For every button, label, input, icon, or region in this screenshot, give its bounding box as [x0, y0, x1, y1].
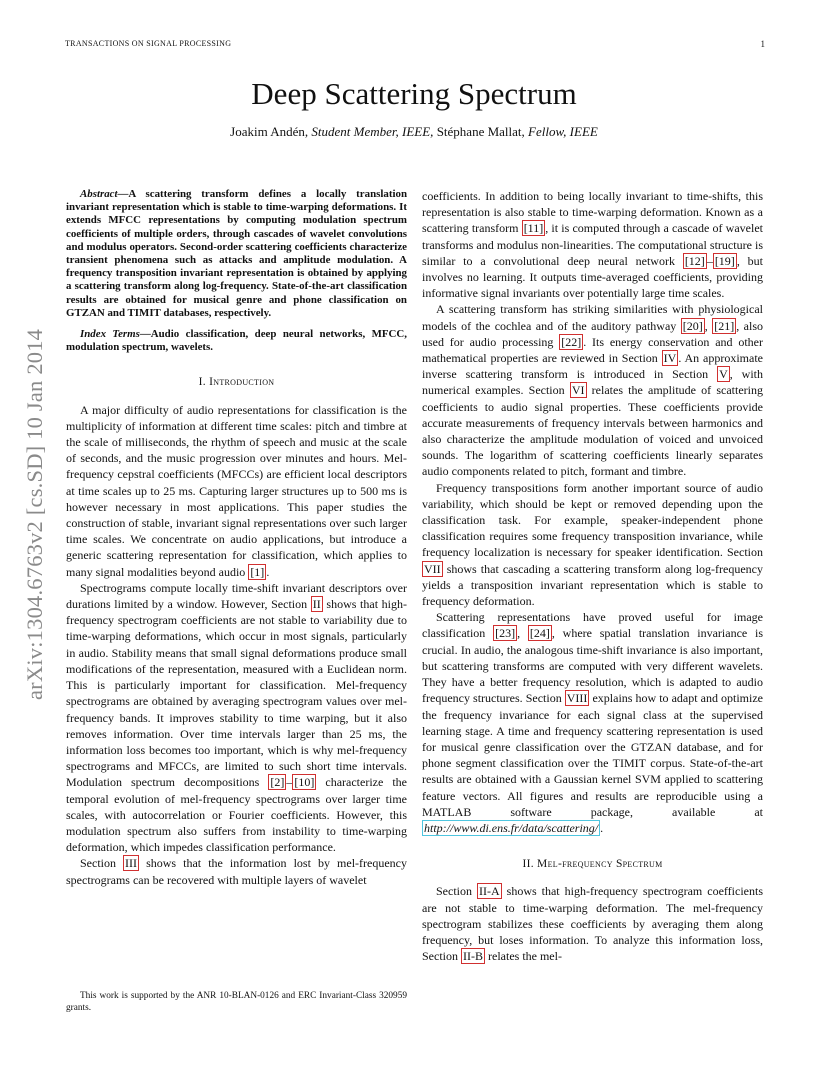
citation-link[interactable]: [12]: [684, 253, 705, 268]
section-number: II.: [522, 858, 538, 871]
index-terms: [66, 328, 407, 354]
footnote-text: This work is supported by the ANR 10-BLAN-0126 and ERC Invariant-Class 320959 grants.: [66, 991, 407, 1013]
paragraph-text: . An approximate inverse scattering transform is introduced in Section: [422, 351, 763, 382]
author-2-name: Stéphane Mallat,: [433, 124, 529, 139]
paragraph-text: , where spatial translation invariance is crucial. In audio, the analogous time-shift invariance is also important, but scattering transforms are computed with very different wavelets. They have a better frequency resolution, which is adapted to audio frequency structures. Section: [422, 626, 764, 706]
section-title: Introduction: [209, 376, 275, 389]
paragraph-text: , it is computed through a cascade of wavelet transforms and modulus non-linearities. The computational structure is similar to a convolutional deep neural network: [422, 221, 763, 268]
paragraph-text: shows that the information lost by mel-frequency spectrograms can be recovered with multiple layers of wavelet: [66, 856, 407, 887]
section-link[interactable]: IV: [663, 351, 677, 366]
section-heading-mel-frequency-spectrum: [422, 856, 763, 872]
intro-paragraph-3: [66, 855, 407, 887]
citation-link[interactable]: [21]: [714, 318, 735, 333]
paragraph-text: relates the mel-: [485, 949, 562, 964]
paragraph-text: , also used for audio processing: [422, 318, 763, 349]
paragraph-text: shows that high-frequency spectrogram coefficients are not stable to variability due to time-warping deformations, which occur in most signals, particularly in audio. Stability means that small signal deformations produce small modifications of the representation, measured with a Euclidean norm. This is particularly important for classification. Mel-frequency spectrograms are obtained by averaging spectrogram values over mel-frequency bands. It improves stability to time warping, but it also removes information. Over time intervals larger than 25 ms, the information loss becomes too important, which is why mel-frequency spectrograms and MFCCs, are limited to such short time intervals. Modulation spectrum decompositions: [66, 597, 407, 790]
paragraph-text: shows that high-frequency spectrogram coefficients are not stable to time-warping deformation. The mel-frequency spectrogram stabilizes these coefficients by averaging them along frequency, but loses information. To analyze this information loss, Section: [422, 884, 763, 964]
paragraph-text: Frequency transpositions form another important source of audio variability, which should be kept or removed depending upon the classification task. For example, speaker-independent phone classification requires some frequency transposition invariance, while frequency localization is necessary for speaker identification. Section: [422, 480, 763, 560]
section-number: I.: [198, 376, 210, 389]
abstract-label: Abstract: [80, 188, 118, 200]
paragraph-text: A major difficulty of audio representations for classification is the multiplicity of information at different time scales: pitch and timbre at the scale of milliseconds, the rhythm of speech and music at the scale of seconds, and the music progression over minutes and hours. Mel-frequency cepstral coefficients (MFCCs) are efficient local descriptors at time scales up to 25 ms. Capturing larger structures up to 500 ms is however necessary in most applications. This paper studies the construction of stable, invariant signal representations over such larger time scales. We concentrate on audio applications, but introduce a generic scattering representation for classification, which applies to many signal modalities beyond audio: [66, 402, 407, 579]
citation-link[interactable]: [24]: [529, 626, 550, 641]
paragraph-text: , with numerical examples. Section: [422, 367, 763, 398]
section-heading-introduction: [66, 374, 407, 390]
section-title: Mel-frequency Spectrum: [537, 858, 663, 871]
intro-paragraph-3-continued: coefficients. In addition to being locally invariant to time-shifts, this representation is also stable to time-warping deformation. Known as a scattering transform [11] , it is computed through a cascade of wavelet transforms and modulus non-linearities. The computational structure is similar to a convolutional deep neural network [12] – [19] , but involves no learning. It outputs time-averaged coefficients, providing informative signal invariants over potentially large time scales.: [422, 189, 763, 301]
section-link[interactable]: VIII: [566, 691, 588, 706]
software-url-link[interactable]: http://www.di.ens.fr/data/scattering/: [424, 820, 599, 835]
intro-paragraph-4: A scattering transform has striking similarities with physiological models of the cochlea and of the auditory pathway [20] , [21] , also used for audio processing [22] . Its energy conservation and other mathematical properties are reviewed in Section IV . An approximate inverse scattering transform is introduced in Section V , with numerical examples. Section VI relates the amplitude of scattering coefficients to audio signal properties. These coefficients provide accurate measurements of frequency intervals between harmonics and also characterize the amplitude modulation of voiced and unvoiced sounds. The logarithm of scattering coefficients linearly separates audio components related to pitch, formant and timbre.: [422, 302, 763, 479]
author-1-name: Joakim Andén,: [230, 124, 312, 139]
paragraph-text: Section: [80, 856, 124, 871]
section-link[interactable]: VII: [424, 561, 441, 576]
intro-paragraph-2: Spectrograms compute locally time-shift invariant descriptors over durations limited by a window. However, Section II shows that high-frequency spectrogram coefficients are not stable to variability due to time-warping deformations, which occur in most signals, particularly in audio. Stability means that small signal deformations produce small modifications of the representation, measured with a Euclidean norm. This is particularly important for classification. Mel-frequency spectrograms are obtained by averaging spectrogram values over mel-frequency bands. It improves stability to time warping, but it also removes information. Over time intervals larger than 25 ms, the information loss becomes too important, which is why mel-frequency spectrograms and MFCCs, are limited to such short time intervals. Modulation spectrum decompositions [2] – [10] characterize the temporal evolution of mel-frequency spectrograms over larger time scales, with autocorrelation or Fourier coefficients. However, this modulation spectrum also suffers from instability to time-warping deformation, which impedes classification performance.: [66, 580, 407, 855]
intro-paragraph-6: Scattering representations have proved useful for image classification [23] , [24] , where spatial translation invariance is crucial. In audio, the analogous time-shift invariance is also important, but scattering transforms are computed with very different wavelets. They have a better frequency resolution, which is adapted to audio frequency structures. Section VIII explains how to adapt and optimize the frequency invariance for each signal class at the supervised learning stage. A time and frequency scattering representation is used for musical genre classification over the GTZAN database, and for phone segment classification over the TIMIT corpus. State-of-the-art results are obtained with a Gaussian kernel SVM applied to scattering feature vectors. All figures and results are reproducible using a MATLAB software package, available at http://www.di.ens.fr/data/scattering/ .: [422, 610, 764, 835]
intro-paragraph-1: A major difficulty of audio representations for classification is the multiplicity of information at different time scales: pitch and timbre at the scale of milliseconds, the rhythm of speech and music at the scale of seconds, and the music progression over minutes and hours. Mel-frequency cepstral coefficients (MFCCs) are efficient local descriptors at time scales up to 25 ms. Capturing larger structures up to 500 ms is however necessary in most applications. This paper studies the construction of stable, invariant signal representations over such larger time scales. We concentrate on audio applications, but introduce a generic scattering representation for classification, which applies to many signal modalities beyond audio [1] .: [66, 402, 407, 579]
section-link[interactable]: II: [312, 597, 321, 612]
section-link[interactable]: II-B: [463, 949, 483, 964]
paper-title: Deep Scattering Spectrum: [251, 76, 577, 111]
citation-link[interactable]: [22]: [561, 334, 582, 349]
index-terms-text: —Audio classification, deep neural networks, MFCC, modulation spectrum, wavelets.: [66, 328, 407, 354]
section2-paragraph-1: [422, 883, 763, 964]
abstract-text: —A scattering transform defines a locally translation invariant representation which is stable to time-warping deformations. It extends MFCC representations by computing modulation spectrum coefficients of multiple orders, through cascades of wavelet convolutions and modulus operators. Second-order scattering coefficients characterize transient phenomena such as attacks and amplitude modulation. A frequency transposition invariant representation is obtained by applying a scattering transform along log-frequency. State-of-the-art classification results are obtained for musical genre and phone classification on GTZAN and TIMIT databases, respectively.: [66, 188, 407, 319]
paragraph-text: characterize the temporal evolution of mel-frequency spectrograms over larger time scales, with autocorrelation or Fourier coefficients. However, this modulation spectrum also suffers from instability to time-warping deformation, which impedes classification performance.: [66, 775, 407, 855]
section-link[interactable]: II-A: [479, 884, 500, 899]
citation-link[interactable]: [11]: [523, 221, 544, 236]
abstract: [66, 188, 407, 320]
citation-link[interactable]: [23]: [495, 626, 516, 641]
paragraph-text: A scattering transform has striking similarities with physiological models of the cochlea and of the auditory pathway: [422, 302, 763, 333]
left-column: [66, 188, 407, 888]
paragraph-text: explains how to adapt and optimize the frequency invariance for each signal class at the supervised learning stage. A time and frequency scattering representation is used for musical genre classification over the GTZAN database, and for phone segment classification over the TIMIT corpus. State-of-the-art results are obtained with a Gaussian kernel SVM applied to scattering feature vectors. All figures and results are reproducible using a MATLAB software package, available at: [422, 691, 763, 819]
section-link[interactable]: VI: [571, 383, 585, 398]
page-number: 1: [760, 39, 765, 49]
right-column: [422, 188, 763, 964]
paragraph-text: Scattering representations have proved useful for image classification: [422, 610, 763, 641]
paragraph-text: relates the amplitude of scattering coefficients to audio signal properties. These coefficients provide accurate measurements of frequency intervals between harmonics and also characterize the amplitude modulation of voiced and unvoiced sounds. The logarithm of scattering coefficients linearly separates audio components related to pitch, formant and timbre.: [422, 383, 763, 479]
section-link[interactable]: III: [125, 856, 138, 871]
paragraph-text: Section: [436, 884, 477, 899]
paragraph-text: shows that cascading a scattering transform along log-frequency yields a transposition invariant representation which is stable to frequency deformation.: [422, 561, 763, 609]
intro-paragraph-5: [422, 480, 763, 610]
citation-link[interactable]: [10]: [294, 775, 315, 790]
index-terms-label: Index Terms: [80, 328, 140, 341]
footnote: [66, 990, 407, 1014]
paragraph-text: Spectrograms compute locally time-shift invariant descriptors over durations limited by a window. However, Section: [66, 580, 407, 612]
author-line: [0, 124, 828, 140]
paragraph-text: , but involves no learning. It outputs time-averaged coefficients, providing informative signal invariants over potentially large time scales.: [422, 253, 763, 301]
citation-link[interactable]: [1]: [250, 564, 265, 579]
arxiv-stamp: arXiv:1304.6763v2 [cs.SD] 10 Jan 2014: [22, 328, 47, 700]
paragraph-text: coefficients. In addition to being locally invariant to time-shifts, this representation is also stable to time-warping deformation. Known as a scattering transform: [422, 189, 763, 236]
author-2-role: Fellow, IEEE: [528, 124, 598, 139]
citation-link[interactable]: [20]: [682, 318, 703, 333]
running-head: TRANSACTIONS ON SIGNAL PROCESSING: [65, 39, 232, 48]
citation-link[interactable]: [19]: [714, 253, 735, 268]
paragraph-text: . Its energy conservation and other mathematical properties are reviewed in Section: [422, 334, 763, 366]
citation-link[interactable]: [2]: [270, 775, 285, 790]
author-1-role: Student Member, IEEE,: [311, 124, 434, 139]
section-link[interactable]: V: [719, 367, 728, 382]
